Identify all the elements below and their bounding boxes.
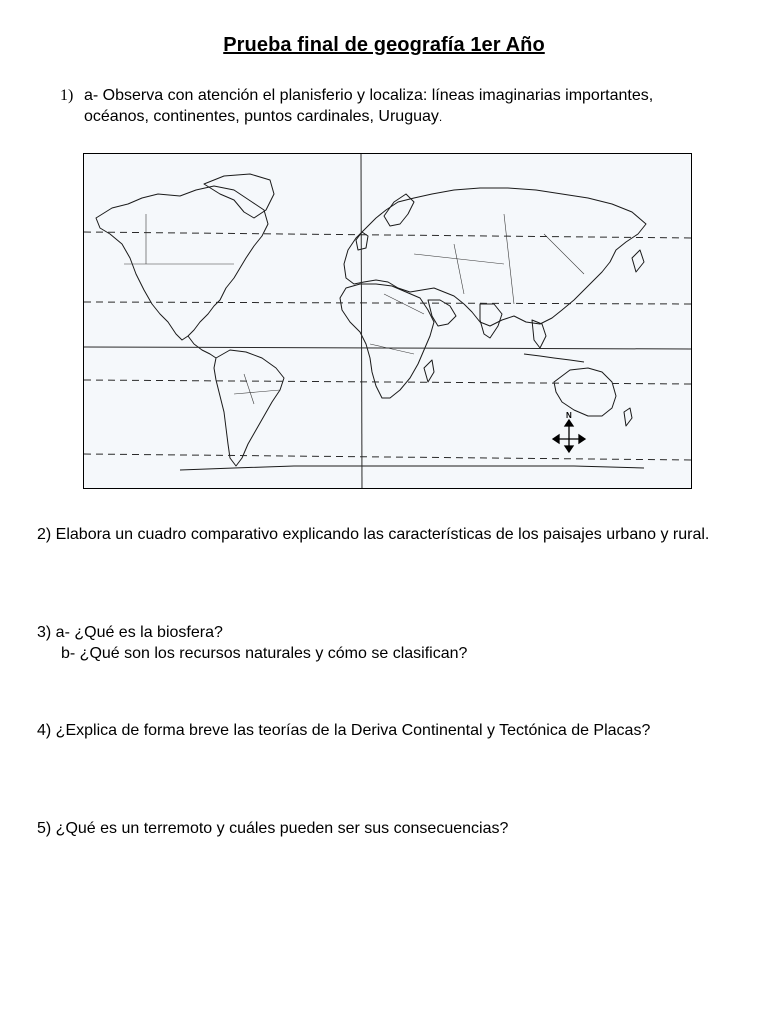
question-3b: b- ¿Qué son los recursos naturales y cómo se clasifican? — [61, 645, 468, 662]
question-1-text-1: a- Observa con atención el planisferio y localiza: líneas imaginarias importantes, — [84, 87, 654, 104]
question-1 — [60, 85, 740, 128]
indonesia-outline — [524, 354, 584, 362]
compass-rose — [553, 420, 585, 452]
question-4: 4) ¿Explica de forma breve las teorías de la Deriva Continental y Tectónica de Placas? — [37, 722, 651, 739]
japan-outline — [632, 250, 644, 272]
compass-north-label: N — [566, 411, 572, 420]
imaginary-lines — [84, 154, 692, 489]
tropic-cancer-line — [84, 302, 692, 304]
greenwich-meridian-line — [361, 154, 362, 489]
question-1-number: 1) — [60, 87, 74, 104]
question-3a: 3) a- ¿Qué es la biosfera? — [37, 624, 223, 641]
world-map-drawing — [84, 154, 692, 489]
question-3 — [37, 622, 731, 664]
arctic-circle-line — [84, 232, 692, 238]
question-1-text-2: océanos, continentes, puntos cardinales, Uruguay — [84, 108, 439, 125]
antarctica-outline — [180, 466, 644, 470]
country-borders — [124, 214, 584, 404]
new-zealand-outline — [624, 408, 632, 426]
question-2: 2) Elabora un cuadro comparativo explicando las características de los paisajes urbano y rural. — [37, 526, 710, 543]
question-1-period: . — [438, 110, 443, 124]
world-map — [83, 153, 692, 489]
greenland-outline — [204, 174, 274, 218]
question-5: 5) ¿Qué es un terremoto y cuáles pueden ser sus consecuencias? — [37, 820, 509, 837]
south-america-outline — [214, 350, 284, 466]
africa-outline — [340, 284, 434, 398]
equator-line — [84, 347, 692, 349]
madagascar-outline — [424, 360, 434, 382]
question-1-line-1 — [60, 85, 740, 106]
india-outline — [480, 304, 502, 338]
arabia-outline — [428, 300, 456, 326]
page-title: Prueba final de geografía 1er Año — [223, 34, 545, 56]
question-1-line-2 — [60, 106, 740, 128]
australia-outline — [554, 368, 616, 416]
tropic-capricorn-line — [84, 380, 692, 384]
antarctic-circle-line — [84, 454, 692, 460]
